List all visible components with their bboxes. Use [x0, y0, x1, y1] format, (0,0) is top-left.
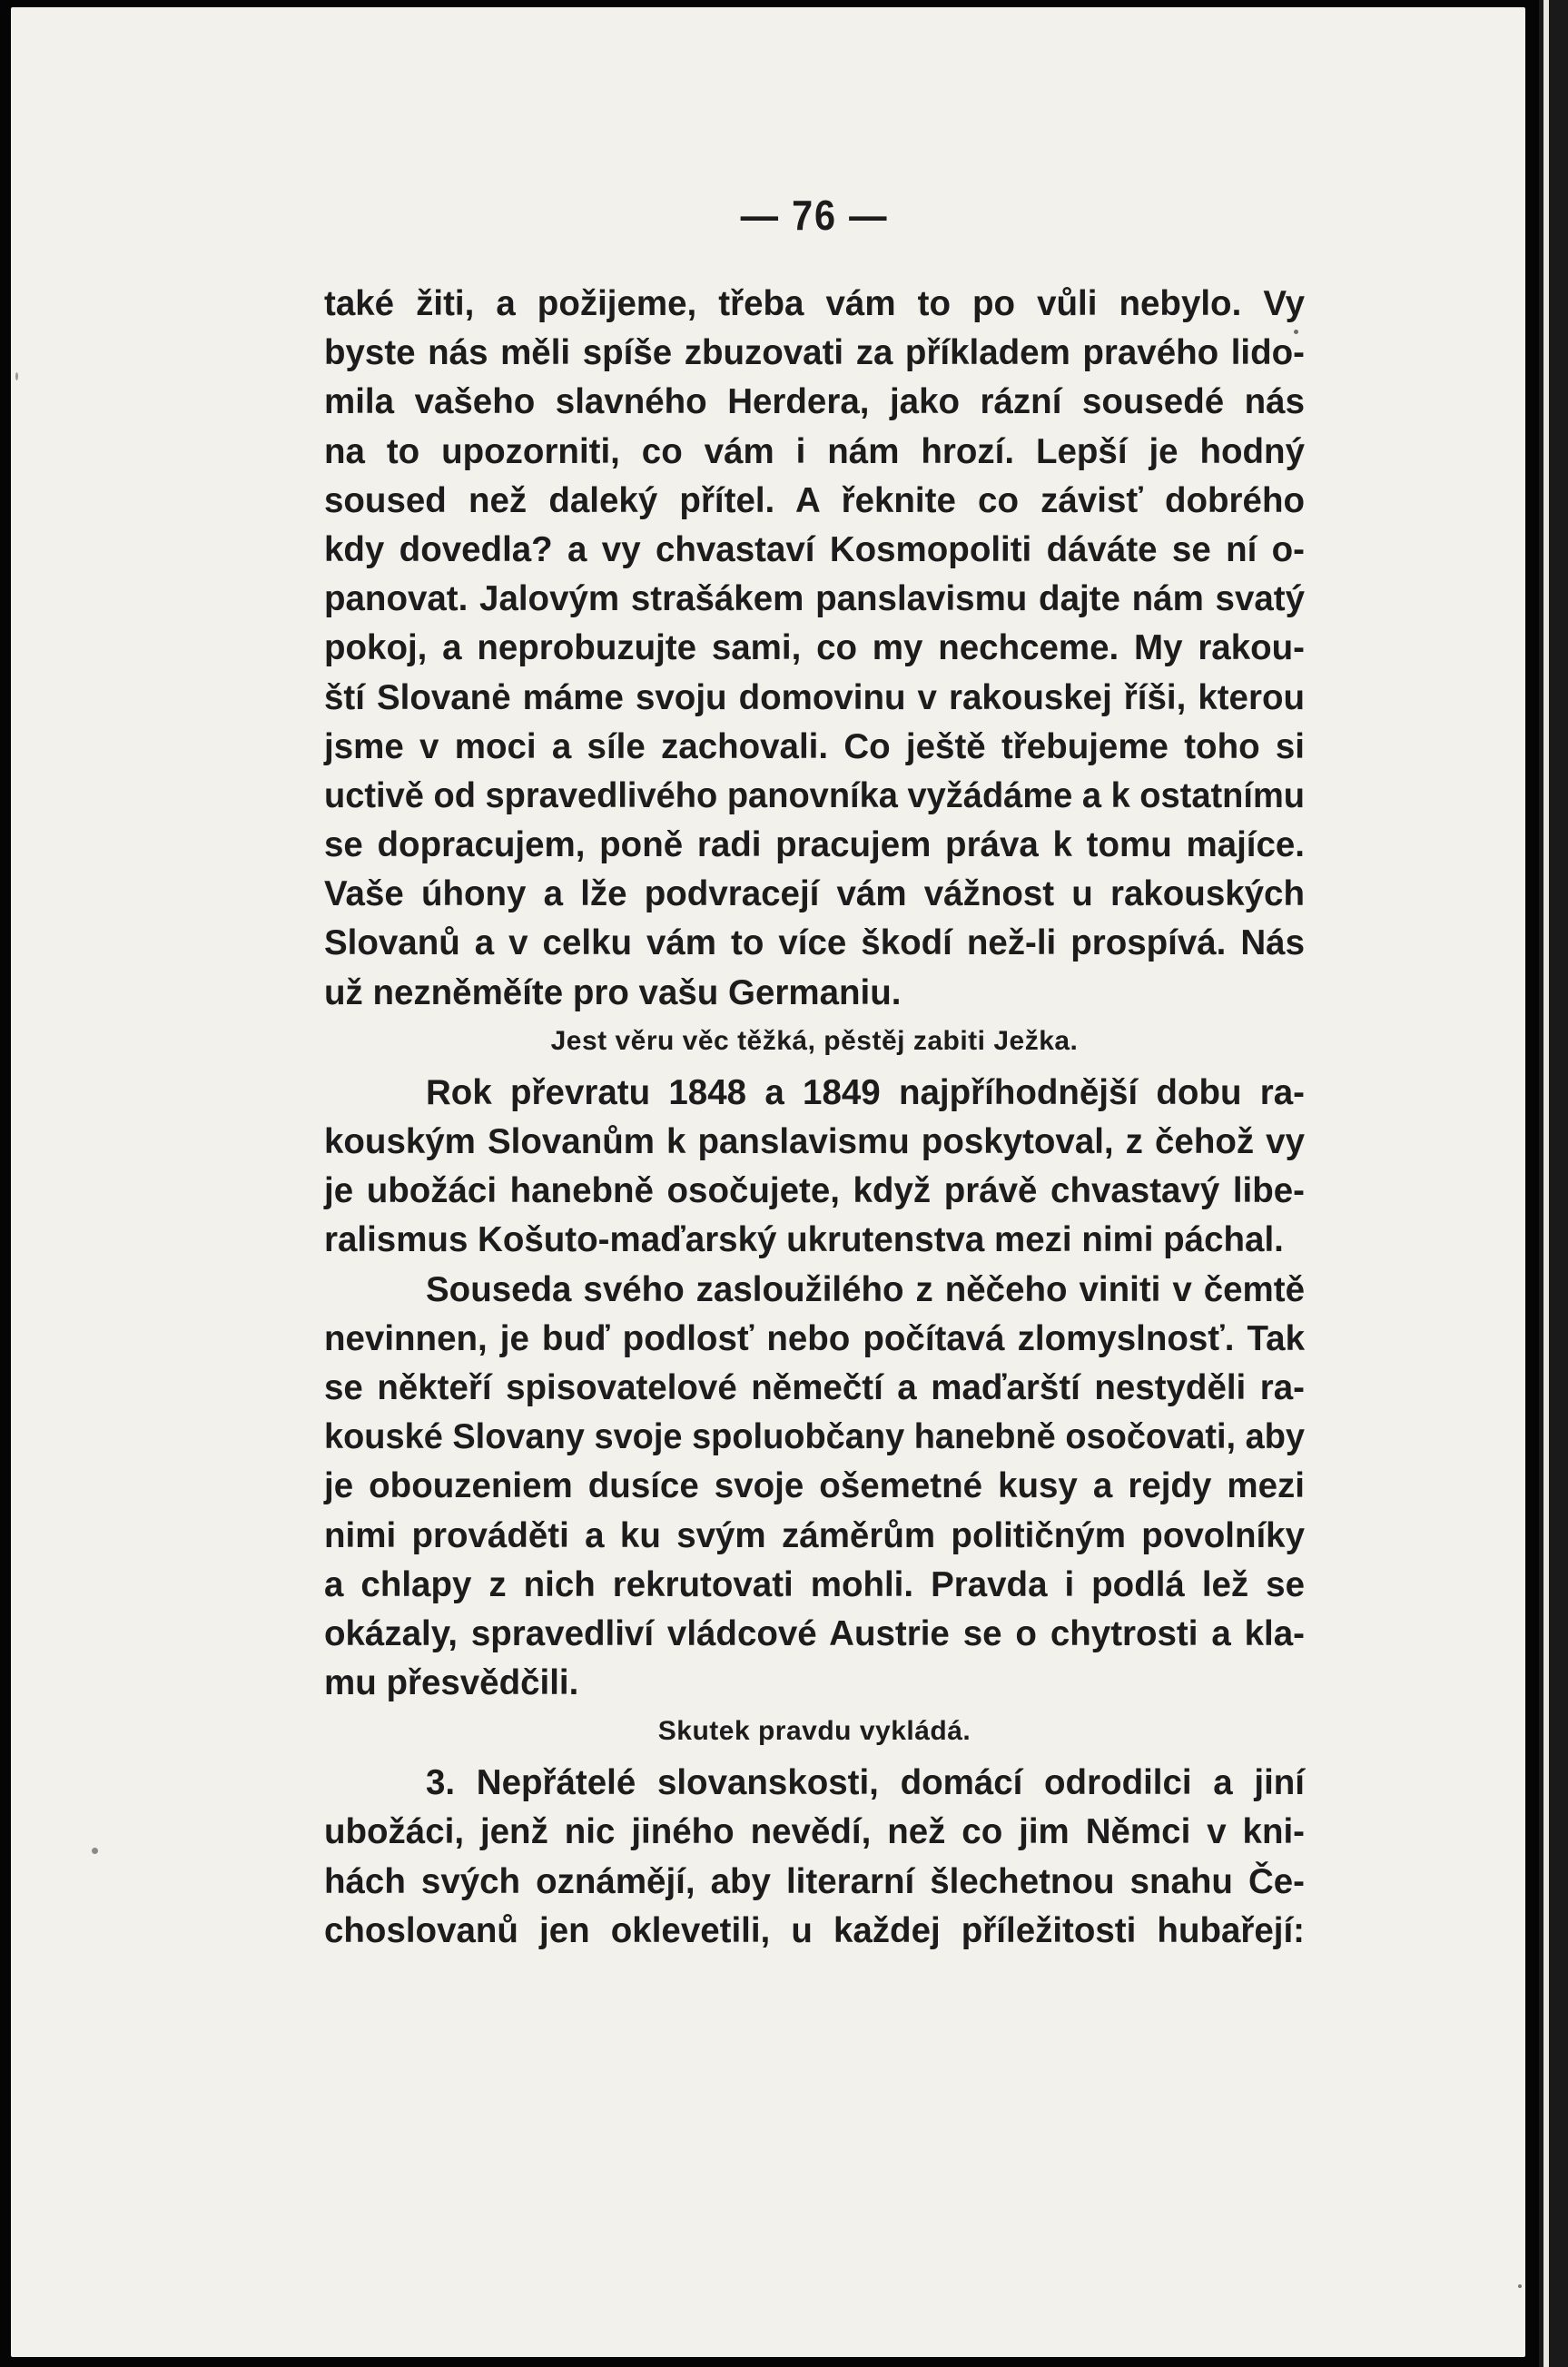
text-line: a chlapy z nich rekrutovati mohli. Pravda i podlá lež se	[324, 1564, 1305, 1604]
text-line: kouským Slovanům k panslavismu poskytoval, z čehož vy	[324, 1122, 1305, 1161]
text-line: se někteří spisovatelové němečtí a maďarští nestyděli ra-	[324, 1367, 1305, 1407]
paragraph-3	[324, 1266, 1305, 1709]
proverb-2: Skutek pravdu vykládá.	[657, 1716, 971, 1747]
text-line: Rok převratu 1848 a 1849 najpříhodnější dobu ra-	[426, 1072, 1305, 1112]
text-line: hách svých oznámějí, aby literarní šlechetnou snahu Če-	[324, 1861, 1305, 1901]
next-page-edge	[1543, 0, 1549, 2367]
text-line: na to upozorniti, co vám i nám hrozí. Lepší je hodný	[324, 431, 1305, 471]
text-line: ralismus Košuto-maďarský ukrutenstva mezi nimi páchal.	[324, 1220, 1284, 1260]
paragraph-2	[324, 1069, 1305, 1266]
text-line: choslovanů jen oklevetili, u každej příležitosti hubařejí:	[324, 1910, 1305, 1950]
text-line: mu přesvědčili.	[324, 1663, 579, 1703]
text-line: kdy dovedla? a vy chvastaví Kosmopoliti dáváte se ní o-	[324, 529, 1305, 569]
text-line: okázaly, spravedliví vládcové Austrie se o chytrosti a kla-	[324, 1613, 1305, 1653]
text-line: se dopracujem, poně radi pracujem práva k tomu majíce.	[324, 825, 1305, 865]
page-text	[324, 191, 1305, 1956]
text-line: soused než daleký přítel. A řeknite co závisť dobrého	[324, 480, 1305, 520]
text-line: nevinnen, je buď podlosť nebo počítavá zlomyslnosť. Tak	[324, 1318, 1305, 1358]
speck-4	[1518, 2284, 1522, 2288]
text-line: Souseda svého zasloužilého z něčeho viniti v čemtě	[426, 1269, 1305, 1309]
text-line: byste nás měli spíše zbuzovati za příkladem pravého lido-	[324, 333, 1305, 373]
proverb-1: Jest věru věc těžká, pěstěj zabiti Ježka.	[550, 1025, 1079, 1056]
paragraph-1	[324, 280, 1305, 1018]
paragraph-4	[324, 1759, 1305, 1956]
text-line: Slovanů a v celku vám to více škodí než-li prospívá. Nás	[324, 923, 1305, 963]
text-line: ští Slovanė máme svoju domovinu v rakouskej říši, kterou	[324, 677, 1305, 717]
speck-3	[92, 1848, 98, 1854]
text-line: uctivě od spravedlivého panovníka vyžádáme a k ostatnímu	[324, 775, 1306, 815]
text-line: je ubožáci hanebně osočujete, když právě chvastavý libe-	[324, 1171, 1305, 1211]
text-line: jsme v moci a síle zachovali. Co ještě třebujeme toho si	[324, 726, 1305, 766]
text-line: také žiti, a požijeme, třeba vám to po vůli nebylo. Vy	[324, 284, 1305, 323]
text-line: panovat. Jalovým strašákem panslavismu dajte nám svatý	[324, 579, 1305, 619]
text-line: mila vašeho slavného Herdera, jako rázní sousedé nás	[324, 382, 1305, 422]
text-line: už nezněměíte pro vašu Germaniu.	[324, 972, 902, 1012]
text-line: pokoj, a neprobuzujte sami, co my nechceme. My rakou-	[324, 628, 1305, 668]
text-line: Vaše úhony a lže podvracejí vám vážnost u rakouských	[324, 874, 1305, 914]
text-line: je obouzeniem dusíce svoje ošemetné kusy a rejdy mezi	[324, 1466, 1305, 1506]
text-line: kouské Slovany svoje spoluobčany hanebně osočovati, aby	[324, 1417, 1306, 1457]
page-number: — 76 —	[740, 192, 889, 239]
speck-2	[15, 372, 18, 380]
text-line: 3. Nepřátelé slovanskosti, domácí odrodilci a jiní	[426, 1763, 1305, 1803]
text-line: ubožáci, jenž nic jiného nevědí, než co jim Němci v kni-	[324, 1812, 1305, 1852]
text-line: nimi prováděti a ku svým záměrům političným povolníky	[324, 1515, 1305, 1555]
